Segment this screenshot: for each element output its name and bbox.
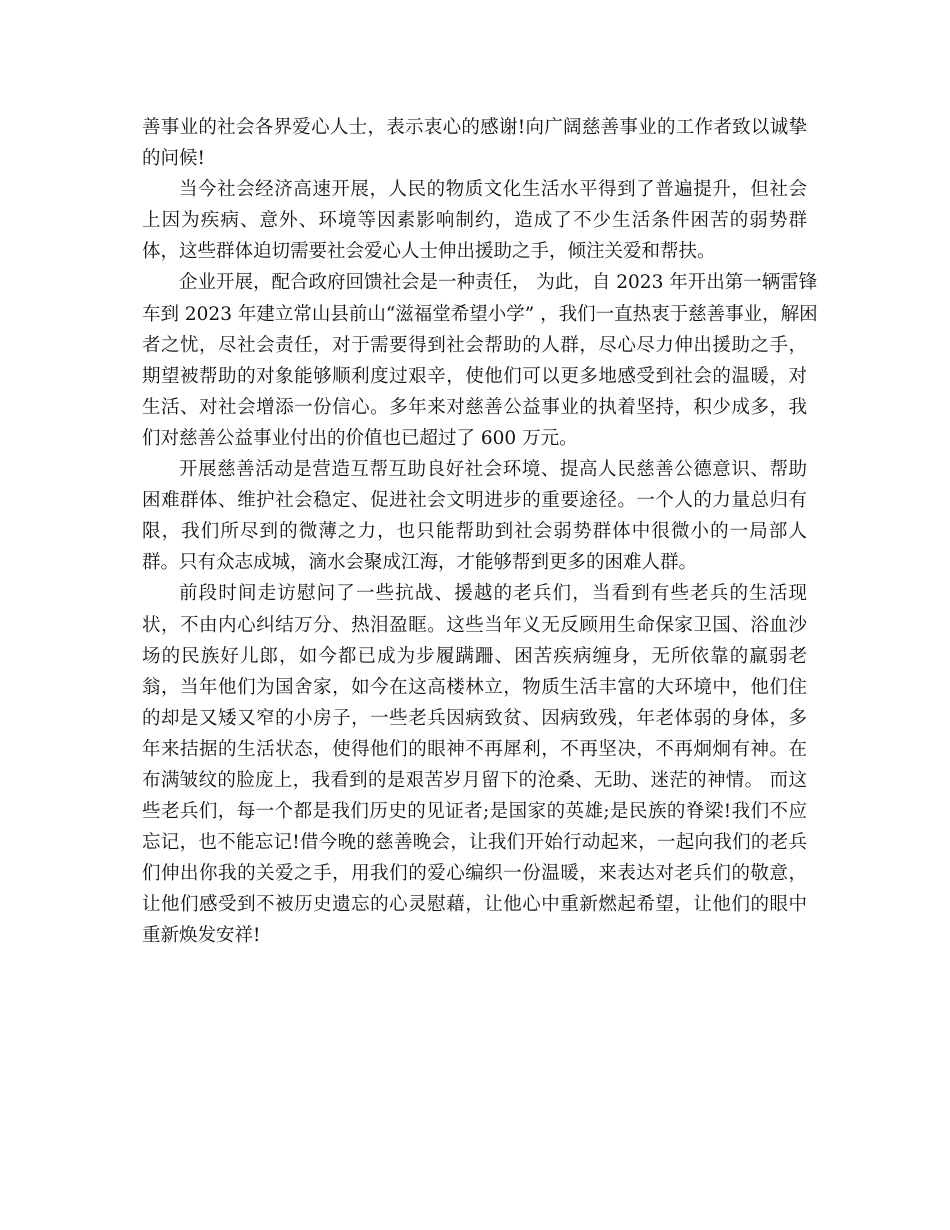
text-line: 翁，当年他们为国舍家，如今在这高楼林立，物质生活丰富的大环境中，他们住: [142, 676, 807, 698]
text-line: 的问候!: [142, 148, 205, 170]
document-body: [142, 112, 818, 952]
text-line: 善事业的社会各界爱心人士，表示衷心的感谢!向广阔慈善事业的工作者致以诚挚: [142, 117, 807, 138]
text-line: 车到 2023 年建立常山县前山“滋福堂希望小学” ，我们一直热衷于慈善事业，解困: [142, 303, 818, 325]
text-line: 的却是又矮又窄的小房子，一些老兵因病致贫、因病致残，年老体弱的身体，多: [142, 707, 807, 729]
text-line: 布满皱纹的脸庞上，我看到的是艰苦岁月留下的沧桑、无助、迷茫的神情。 而这: [142, 769, 807, 791]
text-line: 上因为疾病、意外、环境等因素影响制约，造成了不少生活条件困苦的弱势群: [142, 210, 807, 232]
paragraph: [142, 112, 807, 174]
paragraph: [142, 454, 807, 578]
paragraph: [142, 174, 807, 267]
text-line: 当今社会经济高速开展，人民的物质文化生活水平得到了普遍提升，但社会: [179, 179, 807, 201]
text-line: 场的民族好儿郎，如今都已成为步履蹒跚、困苦疾病缠身，无所依靠的羸弱老: [142, 645, 807, 667]
paragraph: [142, 578, 807, 951]
text-line: 前段时间走访慰问了一些抗战、援越的老兵们，当看到有些老兵的生活现: [179, 583, 807, 605]
text-line: 些老兵们，每一个都是我们历史的见证者;是国家的英雄;是民族的脊梁!我们不应: [142, 801, 807, 823]
text-line: 期望被帮助的对象能够顺利度过艰辛，使他们可以更多地感受到社会的温暖，对: [142, 365, 807, 387]
text-line: 者之忧，尽社会责任，对于需要得到社会帮助的人群，尽心尽力伸出援助之手，: [142, 334, 807, 356]
text-line: 忘记，也不能忘记!借今晚的慈善晚会，让我们开始行动起来，一起向我们的老兵: [142, 832, 807, 854]
text-line: 状，不由内心纠结万分、热泪盈眶。这些当年义无反顾用生命保家卫国、浴血沙: [142, 614, 807, 636]
text-line: 困难群体、维护社会稳定、促进社会文明进步的重要途径。一个人的力量总归有: [142, 490, 807, 512]
text-line: 们伸出你我的关爱之手，用我们的爱心编织一份温暖，来表达对老兵们的敬意，: [142, 863, 807, 885]
text-line: 群。只有众志成城，滴水会聚成江海，才能够帮到更多的困难人群。: [142, 552, 698, 574]
text-line: 年来拮据的生活状态，使得他们的眼神不再犀利，不再坚决，不再炯炯有神。在: [142, 738, 807, 760]
text-line: 们对慈善公益事业付出的价值也已超过了 600 万元。: [142, 427, 578, 449]
text-line: 让他们感受到不被历史遗忘的心灵慰藉，让他心中重新燃起希望，让他们的眼中: [142, 894, 807, 916]
text-line: 重新焕发安祥!: [142, 925, 261, 947]
text-line: 限，我们所尽到的微薄之力，也只能帮助到社会弱势群体中很微小的一局部人: [142, 521, 807, 543]
text-line: 开展慈善活动是营造互帮互助良好社会环境、提高人民慈善公德意识、帮助: [179, 459, 807, 481]
text-line: 企业开展，配合政府回馈社会是一种责任， 为此，自 2023 年开出第一辆雷锋: [179, 272, 818, 294]
text-line: 体，这些群体迫切需要社会爱心人士伸出援助之手，倾注关爱和帮扶。: [142, 241, 716, 263]
text-line: 生活、对社会增添一份信心。多年来对慈善公益事业的执着坚持，积少成多，我: [142, 396, 807, 418]
paragraph: [142, 267, 818, 454]
